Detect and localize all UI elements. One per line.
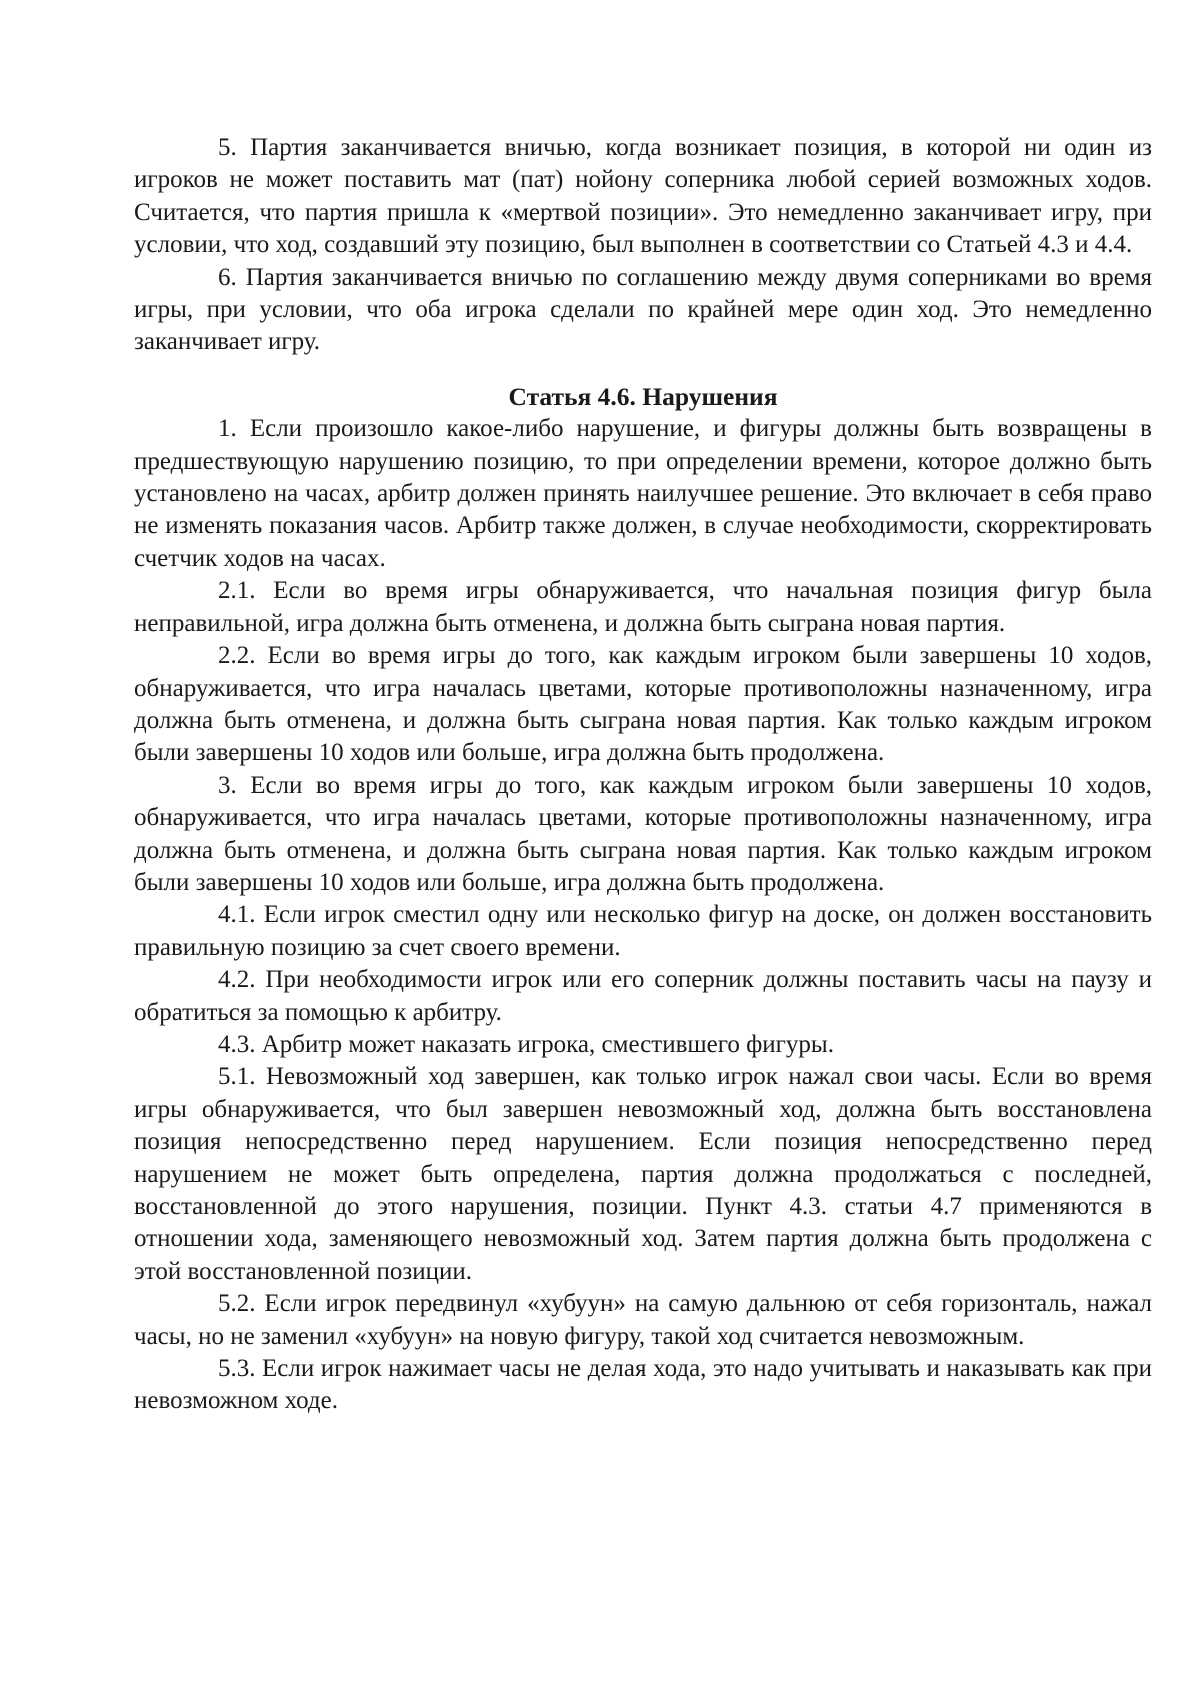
paragraph-5-1: 5.1. Невозможный ход завершен, как только игрок нажал свои часы. Если во время игры обнаруживается, что был завершен невозможный ход, должна быть восстановлена позиция непосредственно перед нарушением. Если позиция непосредственно перед нарушением не может быть определена, партия должна продолжаться с последней, восстановленной до этого нарушения, позиции. Пункт 4.3. статьи 4.7 применяются в отношении хода, заменяющего невозможный ход. Затем партия должна быть продолжена с этой восстановленной позиции.	[134, 1063, 1152, 1285]
paragraph-4-2: 4.2. При необходимости игрок или его соперник должны поставить часы на паузу и обратиться за помощью к арбитру.	[134, 966, 1152, 1026]
paragraph-5-dead-position: 5. Партия заканчивается вничью, когда возникает позиция, в которой ни один из игроков не может поставить мат (пат) нойону соперника любой серией возможных ходов. Считается, что партия пришла к «мертвой позиции». Это немедленно заканчивает игру, при условии, что ход, создавший эту позицию, был выполнен в соответствии со Статьей 4.3 и 4.4.	[134, 134, 1152, 259]
paragraph-4-3: 4.3. Арбитр может наказать игрока, сместившего фигуры.	[218, 1030, 834, 1058]
paragraph-2-2: 2.2. Если во время игры до того, как каждым игроком были завершены 10 ходов, обнаруживается, что игра началась цветами, которые противоположны назначенному, игра должна быть отменена, и должна быть сыграна новая партия. Как только каждым игроком были завершены 10 ходов или больше, игра должна быть продолжена.	[134, 642, 1152, 767]
paragraph-4-1: 4.1. Если игрок сместил одну или несколько фигур на доске, он должен восстановить правильную позицию за счет своего времени.	[134, 901, 1152, 961]
paragraph-3: 3. Если во время игры до того, как каждым игроком были завершены 10 ходов, обнаруживается, что игра началась цветами, которые противоположны назначенному, игра должна быть отменена, и должна быть сыграна новая партия. Как только каждым игроком были завершены 10 ходов или больше, игра должна быть продолжена.	[134, 771, 1152, 896]
paragraph-5-3: 5.3. Если игрок нажимает часы не делая хода, это надо учитывать и наказывать как при невозможном ходе.	[134, 1355, 1152, 1415]
paragraph-1: 1. Если произошло какое-либо нарушение, и фигуры должны быть возвращены в предшествующую нарушению позицию, то при определении времени, которое должно быть установлено на часах, арбитр должен принять наилучшее решение. Это включает в себя право не изменять показания часов. Арбитр также должен, в случае необходимости, скорректировать счетчик ходов на часах.	[134, 415, 1152, 572]
paragraph-5-2: 5.2. Если игрок передвинул «хубуун» на самую дальнюю от себя горизонталь, нажал часы, но не заменил «хубуун» на новую фигуру, такой ход считается невозможным.	[134, 1290, 1152, 1350]
paragraph-2-1: 2.1. Если во время игры обнаруживается, что начальная позиция фигур была неправильной, игра должна быть отменена, и должна быть сыграна новая партия.	[134, 577, 1152, 637]
document-page	[134, 132, 1152, 1418]
section-heading: Статья 4.6. Нарушения	[508, 381, 778, 411]
paragraph-6-draw-by-agreement: 6. Партия заканчивается вничью по соглашению между двумя соперниками во время игры, при условии, что оба игрока сделали по крайней мере один ход. Это немедленно заканчивает игру.	[134, 263, 1152, 356]
